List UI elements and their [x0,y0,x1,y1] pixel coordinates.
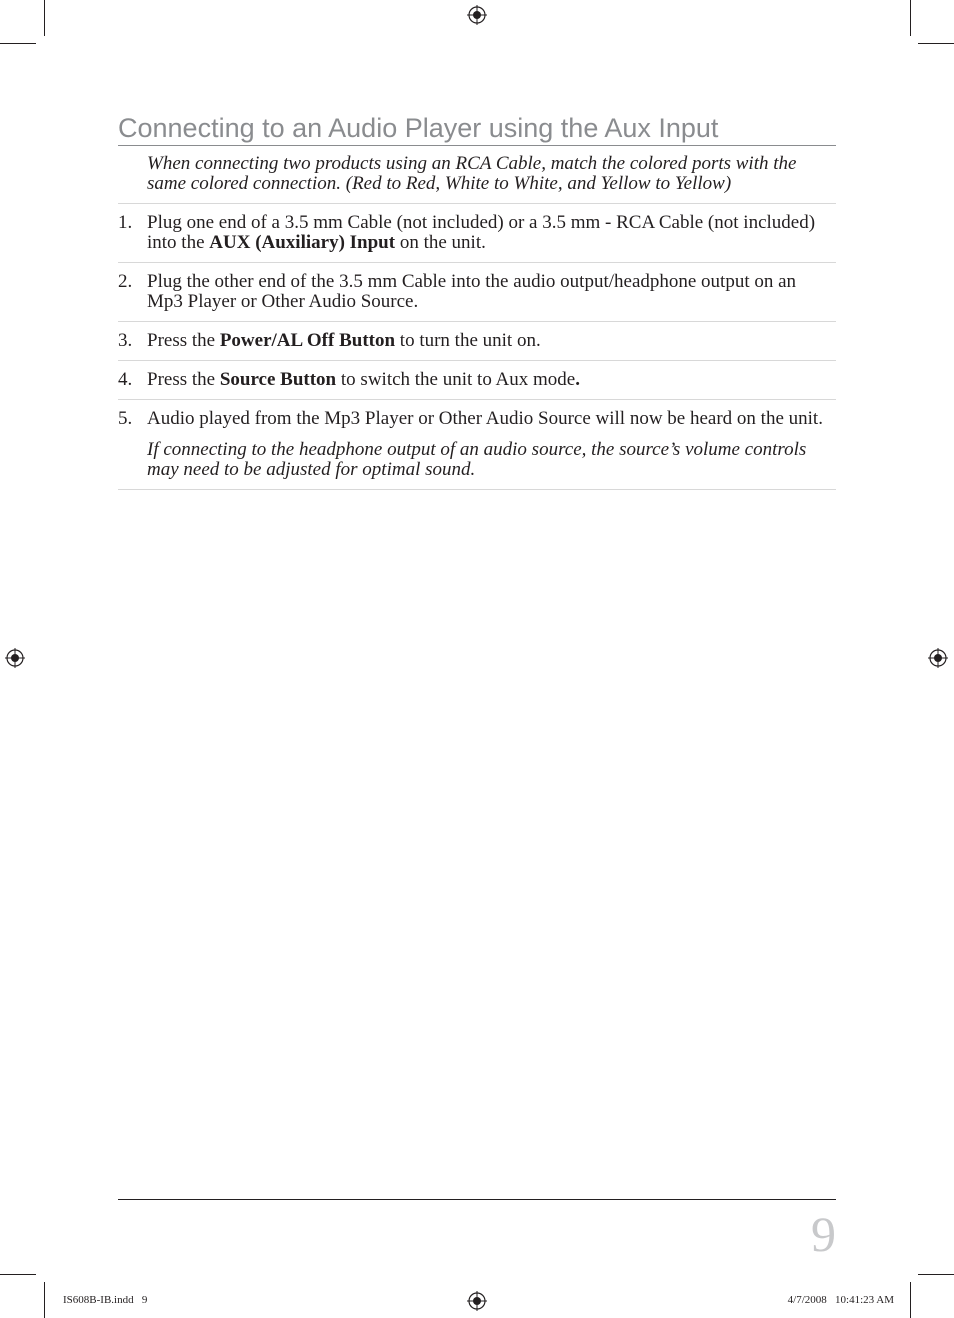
crop-mark [918,1274,954,1275]
step-number: 2. [118,271,133,292]
registration-mark-icon [5,648,25,668]
aux-input-label: AUX (Auxiliary) Input [209,232,396,253]
step-5 [118,400,836,490]
step-1 [118,204,836,263]
title-rule [118,145,836,146]
step-text: Plug the other end of the 3.5 mm Cable into the audio output/headphone output on an Mp3 Player or Other Audio Source. [147,271,797,312]
page-number: 9 [811,1206,836,1262]
instructions [118,154,836,490]
step-3 [118,322,836,361]
power-button-label: Power/AL Off Button [219,330,396,351]
step-number: 5. [118,408,133,429]
slug-filename: IS608B-IB.indd 9 [63,1294,148,1306]
source-button-label: Source Button [219,369,337,390]
step-number: 1. [118,212,133,233]
rca-note: When connecting two products using an RCA Cable, match the colored ports with the same colored connection. (Red to Red, White to White, and Yellow to Yellow) [118,154,836,204]
crop-mark [44,1282,45,1318]
headphone-note: If connecting to the headphone output of an audio source, the source’s volume controls may need to be adjusted for optimal sound. [147,439,807,480]
crop-mark [0,1274,36,1275]
step-number: 3. [118,330,133,351]
crop-mark [910,1282,911,1318]
step-text: Press the Power/AL Off Button to turn the unit on. [147,330,541,351]
registration-mark-icon [467,5,487,25]
step-4 [118,361,836,400]
crop-mark [44,0,45,36]
registration-mark-icon [928,648,948,668]
footer-rule [118,1199,836,1200]
registration-mark-icon [467,1291,487,1311]
page-title: Connecting to an Audio Player using the Aux Input [118,113,719,143]
slug-timestamp: 4/7/2008 10:41:23 AM [787,1294,894,1306]
crop-mark [0,43,36,44]
step-text: Audio played from the Mp3 Player or Other Audio Source will now be heard on the unit. If connecting to the headphone output of an audio source, the source’s volume controls may need to be adjusted for optimal sound. [147,409,836,480]
step-number: 4. [118,369,133,390]
step-text: Press the Source Button to switch the unit to Aux mode. [147,369,580,390]
step-2 [118,263,836,322]
crop-mark [918,43,954,44]
crop-mark [910,0,911,36]
step-text: Plug one end of a 3.5 mm Cable (not included) or a 3.5 mm - RCA Cable (not included) into the AUX (Auxiliary) Input on the unit. [147,212,816,253]
